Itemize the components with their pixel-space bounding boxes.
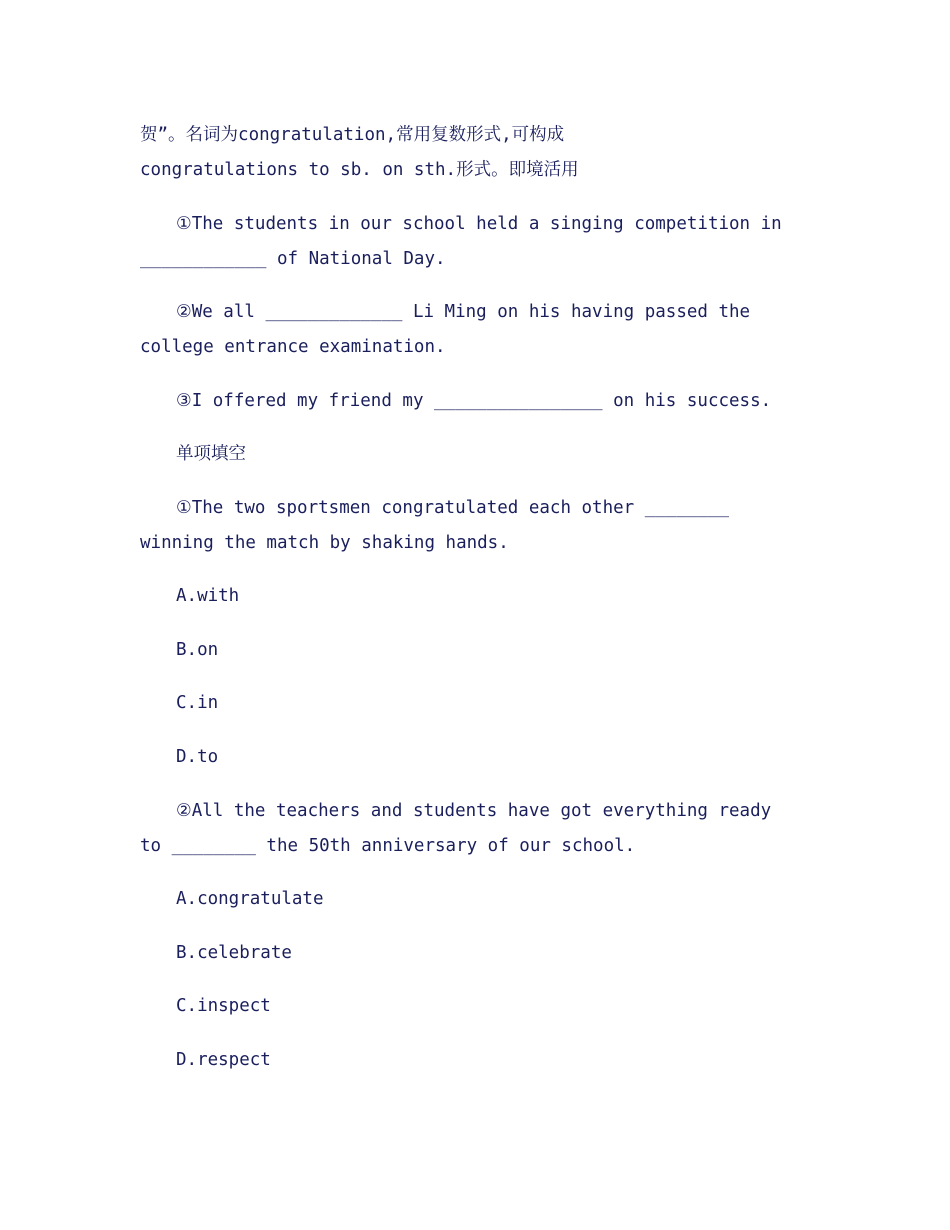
- intro-line-1: 贺”。名词为congratulation,常用复数形式,可构成: [140, 125, 565, 145]
- question-1-option-d: D.to: [176, 747, 219, 767]
- exercise-1-line-1: ①The students in our school held a singing competition in: [176, 214, 782, 234]
- question-2-option-a: A.congratulate: [176, 889, 324, 909]
- question-1-option-a: A.with: [176, 586, 240, 606]
- intro-line-2: congratulations to sb. on sth.形式。即境活用: [140, 160, 579, 180]
- exercise-3-line-1: ③I offered my friend my ________________ on his success.: [176, 391, 772, 411]
- question-2-option-b: B.celebrate: [176, 943, 292, 963]
- exercise-2-line-2: college entrance examination.: [140, 337, 446, 357]
- question-1-line-1: ①The two sportsmen congratulated each other ________: [176, 498, 730, 518]
- question-1-option-c: C.in: [176, 693, 219, 713]
- question-2-option-c: C.inspect: [176, 996, 271, 1016]
- exercise-2-line-1: ②We all _____________ Li Ming on his having passed the: [176, 302, 751, 322]
- question-2-line-1: ②All the teachers and students have got everything ready: [176, 801, 772, 821]
- question-1-option-b: B.on: [176, 640, 219, 660]
- exercise-1-line-2: ____________ of National Day.: [140, 249, 446, 269]
- question-2-option-d: D.respect: [176, 1050, 271, 1070]
- question-2-line-2: to ________ the 50th anniversary of our school.: [140, 836, 636, 856]
- question-1-line-2: winning the match by shaking hands.: [140, 533, 509, 553]
- section-heading: 单项填空: [176, 444, 246, 464]
